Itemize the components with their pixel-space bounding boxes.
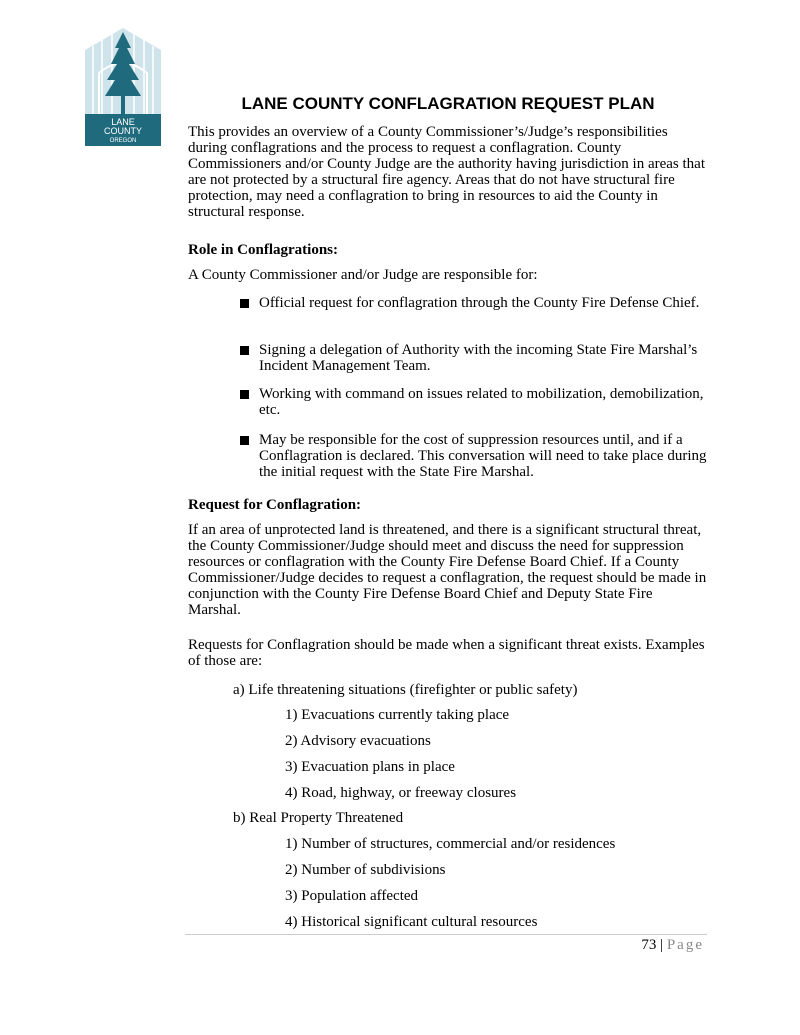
list-b-label: b) Real Property Threatened [233, 810, 404, 826]
list-item: 3) Evacuation plans in place [285, 759, 455, 775]
square-bullet-icon [240, 436, 249, 445]
svg-text:COUNTY: COUNTY [104, 126, 142, 136]
list-item: 4) Road, highway, or freeway closures [285, 785, 517, 801]
list-item: 3) Population affected [285, 888, 419, 904]
bullet-item [240, 432, 710, 480]
page-number-value: 73 [641, 937, 657, 953]
list-item: 2) Advisory evacuations [285, 733, 431, 749]
bullet-text: Official request for conflagration through the County Fire Defense Chief. [259, 295, 700, 311]
request-heading: Request for Conflagration: [188, 497, 362, 513]
lane-county-logo [85, 28, 161, 146]
square-bullet-icon [240, 346, 249, 355]
request-paragraph-1: If an area of unprotected land is threatened, and there is a significant structural threat, the County Commissioner/Judge should meet and discuss the need for suppression resources or conflagration with the County Fire Defense Board Chief. If a County Commissioner/Judge decides to request a conflagration, the request should be made in conjunction with the County Fire Defense Board Chief and Deputy State Fire Marshal. [188, 522, 707, 618]
page-number [641, 937, 704, 954]
bullet-text: Signing a delegation of Authority with the incoming State Fire Marshal’s Incident Management Team. [259, 342, 698, 374]
bullet-item [240, 295, 710, 311]
svg-text:LANE: LANE [111, 117, 135, 127]
footer-divider [185, 934, 707, 935]
list-item: 1) Evacuations currently taking place [285, 707, 510, 723]
role-intro: A County Commissioner and/or Judge are responsible for: [188, 267, 538, 283]
svg-text:OREGON: OREGON [109, 138, 137, 144]
page-title: LANE COUNTY CONFLAGRATION REQUEST PLAN [241, 94, 655, 113]
bullet-text: Working with command on issues related to mobilization, demobilization, etc. [259, 386, 704, 418]
role-heading: Role in Conflagrations: [188, 242, 338, 258]
list-item: 1) Number of structures, commercial and/or residences [285, 836, 616, 852]
page-separator: | [660, 937, 664, 953]
list-item: 2) Number of subdivisions [285, 862, 446, 878]
page-word: Page [666, 937, 704, 953]
bullet-item [240, 386, 710, 418]
intro-paragraph: This provides an overview of a County Commissioner’s/Judge’s responsibilities during conflagrations and the process to request a conflagration. County Commissioners and/or County Judge are the authority having jurisdiction in areas that are not protected by a structural fire agency. Areas that do not have structural fire protection, may need a conflagration to bring in resources to aid the County in structural response. [188, 124, 705, 220]
bullet-text: May be responsible for the cost of suppression resources until, and if a Conflagration is declared. This conversation will need to take place during the initial request with the State Fire Marshal. [259, 432, 707, 480]
request-paragraph-2: Requests for Conflagration should be made when a significant threat exists. Examples of those are: [188, 637, 705, 669]
list-a-label: a) Life threatening situations (firefighter or public safety) [233, 682, 578, 698]
bullet-item [240, 342, 710, 374]
square-bullet-icon [240, 390, 249, 399]
square-bullet-icon [240, 299, 249, 308]
list-item: 4) Historical significant cultural resources [285, 914, 538, 930]
